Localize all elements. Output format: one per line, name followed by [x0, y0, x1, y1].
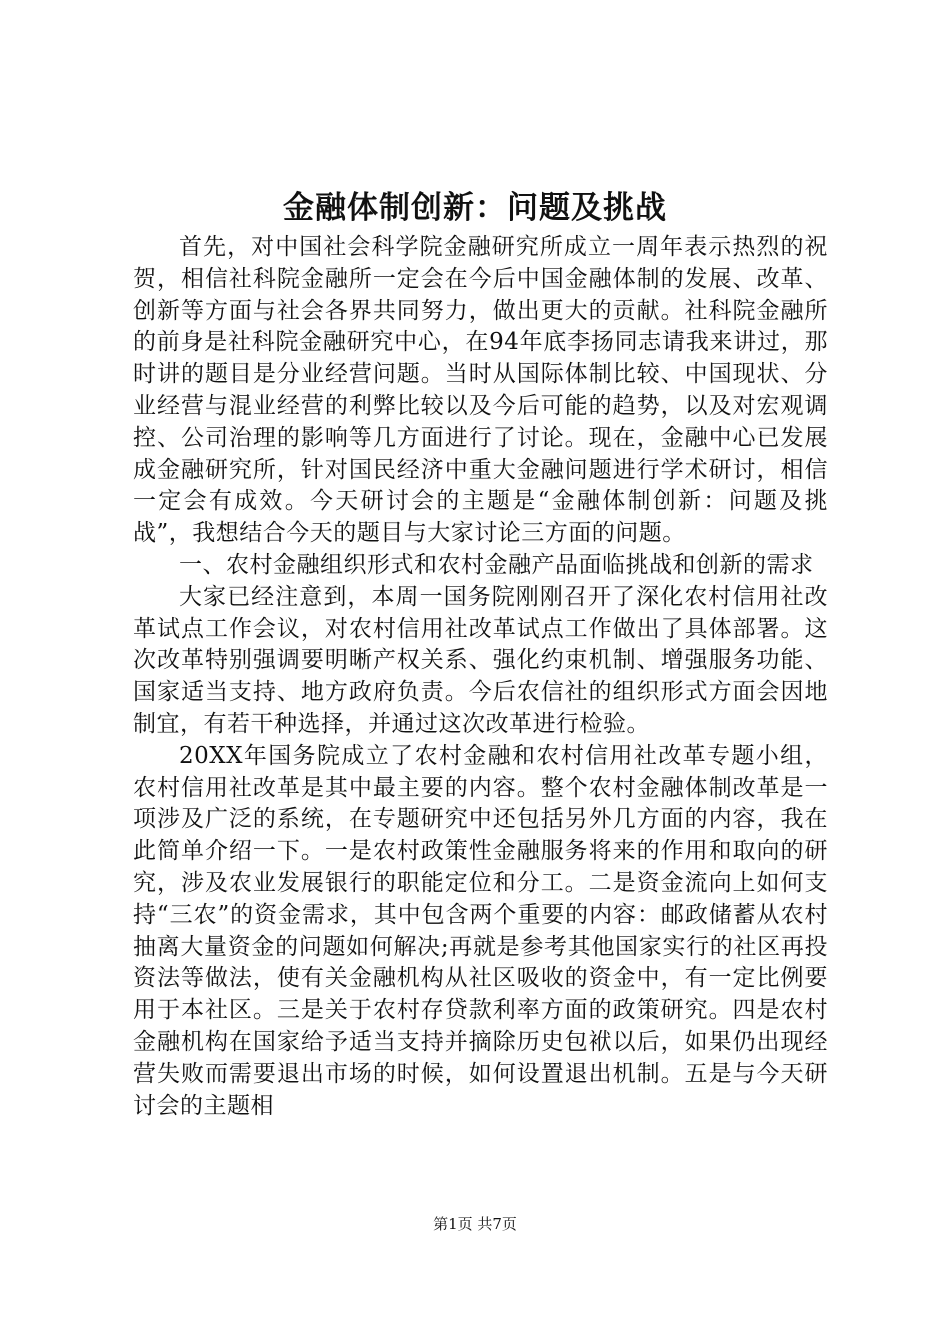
- document-body: [133, 232, 828, 1122]
- paragraph-reform-task-group: 20XX年国务院成立了农村金融和农村信用社改革专题小组，农村信用社改革是其中最主要的内容。整个农村金融体制改革是一项涉及广泛的系统，在专题研究中还包括另外几方面的内容，我在此简单介绍一下。一是农村政策性金融服务将来的作用和取向的研究，涉及农业发展银行的职能定位和分工。二是资金流向上如何支持“三农”的资金需求，其中包含两个重要的内容：邮政储蓄从农村抽离大量资金的问题如何解决;再就是参考其他国家实行的社区再投资法等做法，使有关金融机构从社区吸收的资金中，有一定比例要用于本社区。三是关于农村存贷款利率方面的政策研究。四是农村金融机构在国家给予适当支持并摘除历史包袱以后，如果仍出现经营失败而需要退出市场的时候，如何设置退出机制。五是与今天研讨会的主题相: [133, 742, 828, 1119]
- page-footer: 第1页 共7页: [433, 1215, 517, 1233]
- document-title: 金融体制创新：问题及挑战: [283, 190, 667, 226]
- paragraph-intro: 首先，对中国社会科学院金融研究所成立一周年表示热烈的祝贺，相信社科院金融所一定会在今后中国金融体制的发展、改革、创新等方面与社会各界共同努力，做出更大的贡献。社科院金融所的前身是社科院金融研究中心，在94年底李扬同志请我来讲过，那时讲的题目是分业经营问题。当时从国际体制比较、中国现状、分业经营与混业经营的利弊比较以及今后可能的趋势，以及对宏观调控、公司治理的影响等几方面进行了讨论。现在，金融中心已发展成金融研究所，针对国民经济中重大金融问题进行学术研讨，相信一定会有成效。今天研讨会的主题是“金融体制创新：问题及挑战”，我想结合今天的题目与大家讨论三方面的问题。: [133, 234, 828, 547]
- section-heading-rural-finance: 一、农村金融组织形式和农村金融产品面临挑战和创新的需求: [179, 551, 814, 578]
- paragraph-rural-credit-reform: 大家已经注意到，本周一国务院刚刚召开了深化农村信用社改革试点工作会议，对农村信用社改革试点工作做出了具体部署。这次改革特别强调要明晰产权关系、强化约束机制、增强服务功能、国家适当支持、地方政府负责。今后农信社的组织形式方面会因地制宜，有若干种选择，并通过这次改革进行检验。: [133, 583, 828, 737]
